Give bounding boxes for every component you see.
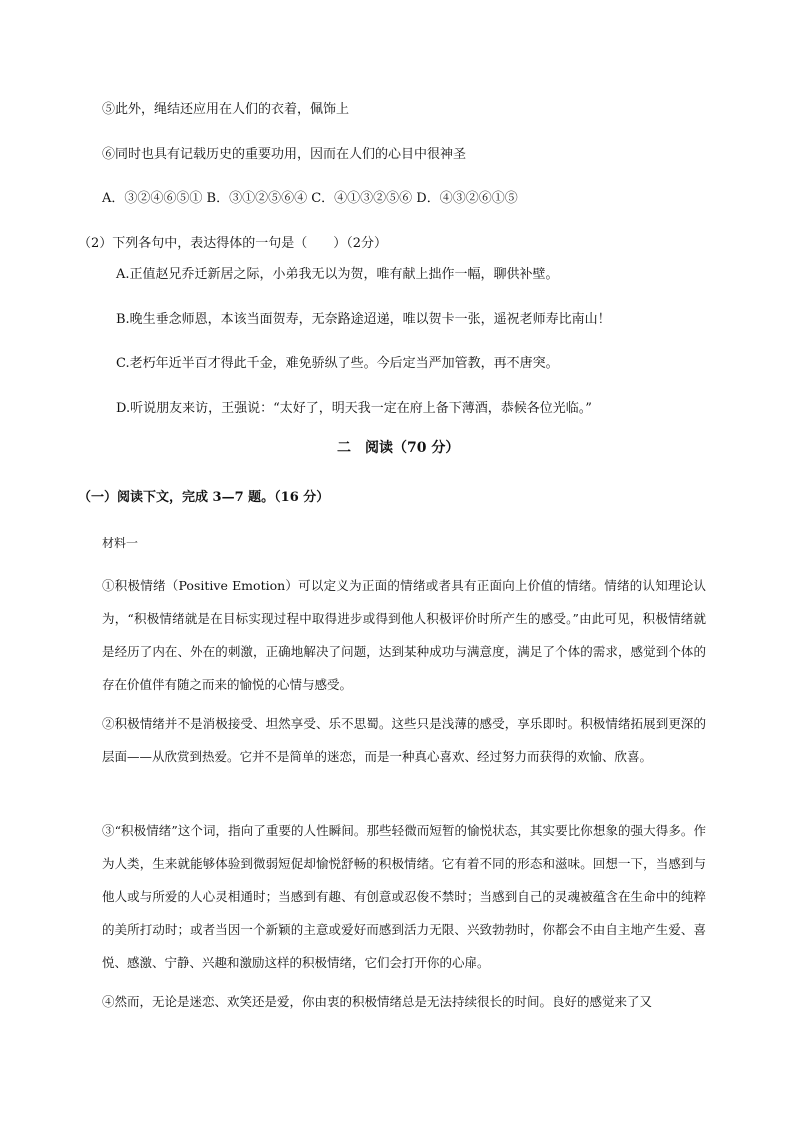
- paragraph-1: ①积极情绪（Positive Emotion）可以定义为正面的情绪或者具有正面向上价值的情绪。情绪的认知理论认为，“积极情绪就是在目标实现过程中取得进步或得到他人积极评价时所产生的感受。”由此可见，积极情绪就是经历了内在、外在的刺激，正确地解决了问题，达到某种成功与满意度，满足了个体的需求，感觉到个体的存在价值伴有随之而来的愉悦的心情与感受。: [102, 578, 706, 692]
- material-label: 材料一: [102, 536, 139, 550]
- paragraph-2: ②积极情绪并不是消极接受、坦然享受、乐不思蜀。这些只是浅薄的感受，享乐即时。积极情绪拓展到更深的层面——从欣赏到热爱。它并不是简单的迷恋，而是一种真心喜欢、经过努力而获得的欢愉、欣喜。: [102, 716, 706, 764]
- paragraph-3: ③“积极情绪”这个词，指向了重要的人性瞬间。那些轻微而短暂的愉悦状态，其实要比你想象的强大得多。作为人类，生来就能够体验到微弱短促却愉悦舒畅的积极情绪。它有着不同的形态和滋味。回想一下，当感到与他人或与所爱的人心灵相通时；当感到有趣、有创意或忍俊不禁时；当感到自己的灵魂被蕴含在生命中的纯粹的美所打动时；或者当因一个新颖的主意或爱好而感到活力无限、兴致勃勃时，你都会不由自主地产生爱、喜悦、感激、宁静、兴趣和激励这样的积极情绪，它们会打开你的心扉。: [102, 823, 706, 970]
- sequence-item-6: ⑥同时也具有记载历史的重要功用，因而在人们的心目中很神圣: [102, 147, 467, 162]
- question-2-option-c: C.老朽年近半百才得此千金，难免骄纵了些。今后定当严加管教，再不唐突。: [116, 356, 559, 371]
- section-title: 二 阅读（70 分）: [337, 440, 460, 456]
- question-2-option-d: D.听说朋友来访，王强说：“太好了，明天我一定在府上备下薄酒，恭候各位光临。”: [116, 401, 592, 416]
- paragraph-4: ④然而，无论是迷恋、欢笑还是爱，你由衷的积极情绪总是无法持续很长的时间。良好的感觉来了又: [102, 994, 653, 1009]
- question-2-option-a: A.正值赵兄乔迁新居之际，小弟我无以为贺，唯有献上拙作一幅，聊供补壁。: [116, 267, 559, 282]
- question-2-option-b: B.晚生垂念师恩，本该当面贺寿，无奈路途迢递，唯以贺卡一张，遥祝老师寿比南山！: [116, 312, 611, 327]
- sequence-choices: A．③②④⑥⑤① B．③①②⑤⑥④ C．④①③②⑤⑥ D．④③②⑥①⑤: [102, 191, 518, 206]
- reading-instruction: （一）阅读下文，完成 3—7 题。（16 分）: [78, 490, 330, 505]
- question-2-stem: （2）下列各句中，表达得体的一句是（ ）（2分）: [78, 236, 388, 251]
- sequence-item-5: ⑤此外，绳结还应用在人们的衣着，佩饰上: [102, 102, 350, 117]
